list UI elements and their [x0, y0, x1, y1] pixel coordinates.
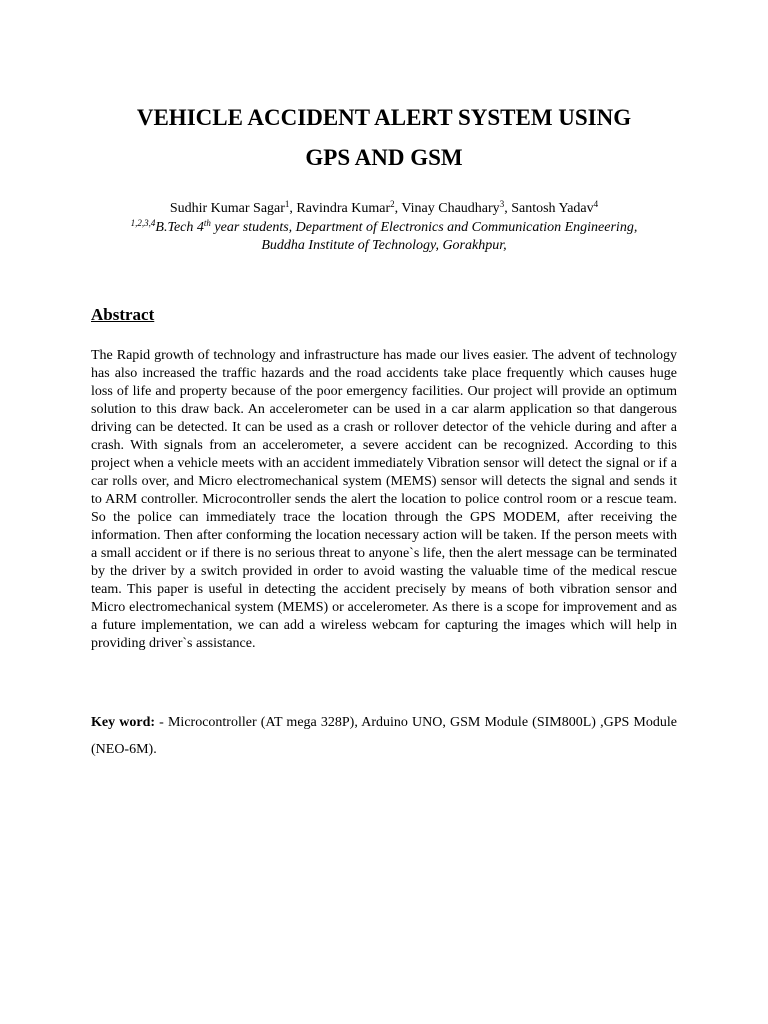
keywords-text: - Microcontroller (AT mega 328P), Arduino UNO, GSM Module (SIM800L) ,GPS Module (NEO-6M). — [91, 715, 677, 757]
author-superscript: 3 — [499, 199, 505, 209]
ordinal-superscript: th — [203, 218, 211, 228]
author-name: Vinay Chaudhary — [401, 201, 500, 216]
author-separator: , — [289, 201, 297, 216]
affiliation — [40, 219, 728, 255]
author-name: Ravindra Kumar — [296, 201, 391, 216]
title-line-2: GPS AND GSM — [305, 145, 463, 170]
author-superscript: 2 — [390, 199, 395, 209]
author-name: Santosh Yadav — [511, 201, 594, 216]
affiliation-superscript: 1,2,3,4 — [130, 218, 156, 228]
keywords-label: Key word: — [91, 715, 156, 730]
author-separator: , — [504, 201, 512, 216]
abstract-body: The Rapid growth of technology and infrastructure has made our lives easier. The advent of technology has also increased the traffic hazards and the road accidents take place frequently which causes huge loss of life and property because of the poor emergency facilities. Our project will provide an optimum solution to this draw back. An accelerometer can be used in a car alarm application so that dangerous driving can be detected. It can be used as a crash or rollover detector of the vehicle during and after a crash. With signals from an accelerometer, a severe accident can be recognized. According to this project when a vehicle meets with an accident immediately Vibration sensor will detect the signal or if a car rolls over, and Micro electromechanical system (MEMS) sensor will detects the signal and sends it to ARM controller. Microcontroller sends the alert the location to police control room or a rescue team. So the police can immediately trace the location through the GPS MODEM, after receiving the information. Then after conforming the location necessary action will be taken. If the person meets with a small accident or if there is no serious threat to anyone`s life, then the alert message can be terminated by the driver by a switch provided in order to avoid wasting the valuable time of the medical rescue team. This paper is useful in detecting the accident precisely by means of both vibration sensor and Micro electromechanical system (MEMS) or accelerometer. As there is a scope for improvement and as a future implementation, we can add a wireless webcam for capturing the images which will help in providing driver`s assistance. — [91, 348, 677, 651]
author-list — [40, 200, 728, 218]
affiliation-text-b: year students, Department of Electronics and Communication Engineering, — [210, 220, 638, 235]
author-name: Sudhir Kumar Sagar — [169, 201, 285, 216]
title-line-1: VEHICLE ACCIDENT ALERT SYSTEM USING — [136, 105, 632, 130]
author-superscript: 1 — [284, 199, 290, 209]
affiliation-institute: Buddha Institute of Technology, Gorakhpur, — [261, 238, 507, 253]
author-superscript: 4 — [593, 199, 599, 209]
abstract-heading: Abstract — [91, 305, 155, 324]
affiliation-text-a: B.Tech 4 — [155, 220, 204, 235]
keywords-paragraph — [91, 709, 677, 763]
paper-title — [60, 98, 708, 178]
author-separator: , — [394, 201, 402, 216]
